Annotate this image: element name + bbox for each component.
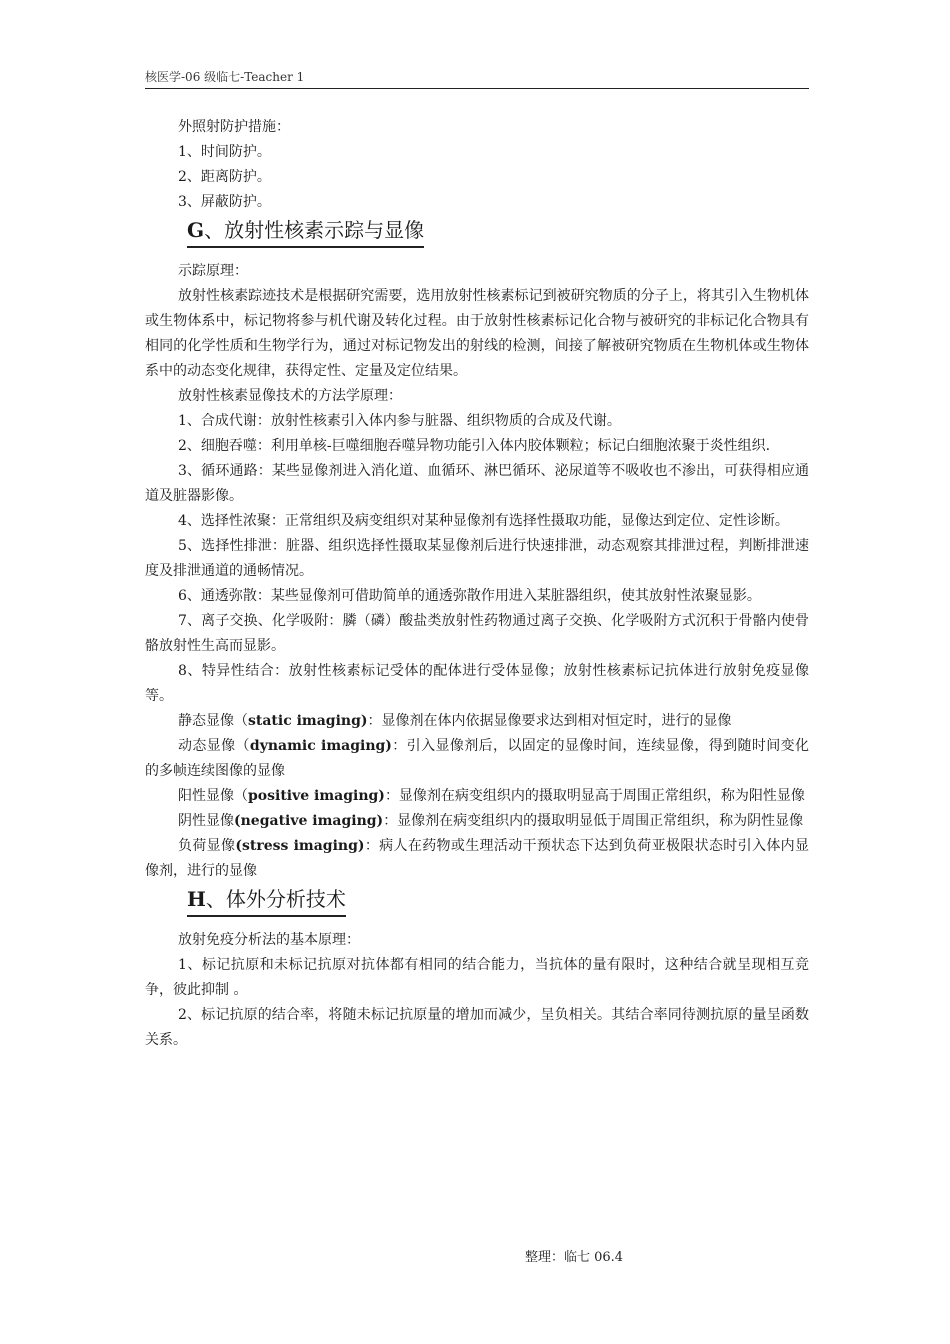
external-protection-intro: 外照射防护措施： (178, 119, 290, 135)
imaging-type-negative: 阴性显像(negative imaging)：显像剂在病变组织内的摄取明显低于周围正常组织，称为阴性显像 (178, 813, 804, 829)
method-item: 8、特异性结合：放射性核素标记受体的配体进行受体显像；放射性核素标记抗体进行放射免疫显像等。 (145, 663, 809, 704)
section-h-title: 、体外分析技术 (205, 887, 346, 911)
imaging-method-label: 放射性核素显像技术的方法学原理： (178, 388, 402, 404)
page-header (145, 70, 809, 89)
imaging-type-dynamic: 动态显像（dynamic imaging)：引入显像剂后，以固定的显像时间，连续显像，得到随时间变化的多帧连续图像的显像 (145, 738, 810, 779)
ria-point: 2、标记抗原的结合率，将随未标记抗原量的增加而减少，呈负相关。其结合率同待测抗原的量呈函数关系。 (145, 1007, 809, 1048)
method-item: 4、选择性浓聚：正常组织及病变组织对某种显像剂有选择性摄取功能，显像达到定位、定性诊断。 (178, 513, 789, 529)
protection-item: 3、屏蔽防护。 (178, 194, 271, 210)
section-g-title: 、放射性核素示踪与显像 (204, 218, 425, 242)
protection-item: 1、时间防护。 (178, 144, 271, 160)
section-h-letter: H (187, 887, 206, 911)
protection-item: 2、距离防护。 (178, 169, 271, 185)
method-item: 5、选择性排泄：脏器、组织选择性摄取某显像剂后进行快速排泄，动态观察其排泄过程，判断排泄速度及排泄通道的通畅情况。 (145, 538, 809, 579)
method-item: 3、循环通路：某些显像剂进入消化道、血循环、淋巴循环、泌尿道等不吸收也不渗出，可获得相应通道及脏器影像。 (145, 463, 809, 504)
section-g-letter: G (187, 218, 205, 242)
method-item: 1、合成代谢：放射性核素引入体内参与脏器、组织物质的合成及代谢。 (178, 413, 621, 429)
imaging-type-positive: 阳性显像（positive imaging)：显像剂在病变组织内的摄取明显高于周围正常组织，称为阳性显像 (178, 788, 805, 804)
section-g-heading (187, 215, 424, 248)
method-item: 7、离子交换、化学吸附：膦（磷）酸盐类放射性药物通过离子交换、化学吸附方式沉积于骨骼内使骨骼放射性生高而显影。 (145, 613, 809, 654)
method-item: 6、通透弥散：某些显像剂可借助简单的通透弥散作用进入某脏器组织，使其放射性浓聚显影。 (178, 588, 761, 604)
ria-point: 1、标记抗原和未标记抗原对抗体都有相同的结合能力，当抗体的量有限时，这种结合就呈现相互竞争，彼此抑制 。 (145, 957, 809, 998)
header-title: 核医学-06 级临七-Teacher 1 (145, 70, 305, 84)
document-body (145, 115, 809, 1053)
tracer-principle-label: 示踪原理： (178, 263, 248, 279)
imaging-type-static: 静态显像（static imaging)：显像剂在体内依据显像要求达到相对恒定时，进行的显像 (178, 713, 732, 729)
imaging-type-stress: 负荷显像(stress imaging)：病人在药物或生理活动干预状态下达到负荷亚极限状态时引入体内显像剂，进行的显像 (145, 838, 810, 879)
method-item: 2、细胞吞噬：利用单核-巨噬细胞吞噬异物功能引入体内胶体颗粒；标记白细胞浓聚于炎性组织. (178, 438, 771, 454)
tracer-principle-text: 放射性核素踪迹技术是根据研究需要，选用放射性核素标记到被研究物质的分子上，将其引入生物机体或生物体系中，标记物将参与机代谢及转化过程。由于放射性核素标记化合物与被研究的非标记化合物具有相同的化学性质和生物学行为，通过对标记物发出的射线的检测，间接了解被研究物质在生物机体或生物体系中的动态变化规律，获得定性、定量及定位结果。 (145, 288, 809, 379)
section-h-heading (187, 884, 346, 917)
page-footer: 整理：临七 06.4 (525, 1250, 624, 1265)
ria-principle-label: 放射免疫分析法的基本原理： (178, 932, 360, 948)
